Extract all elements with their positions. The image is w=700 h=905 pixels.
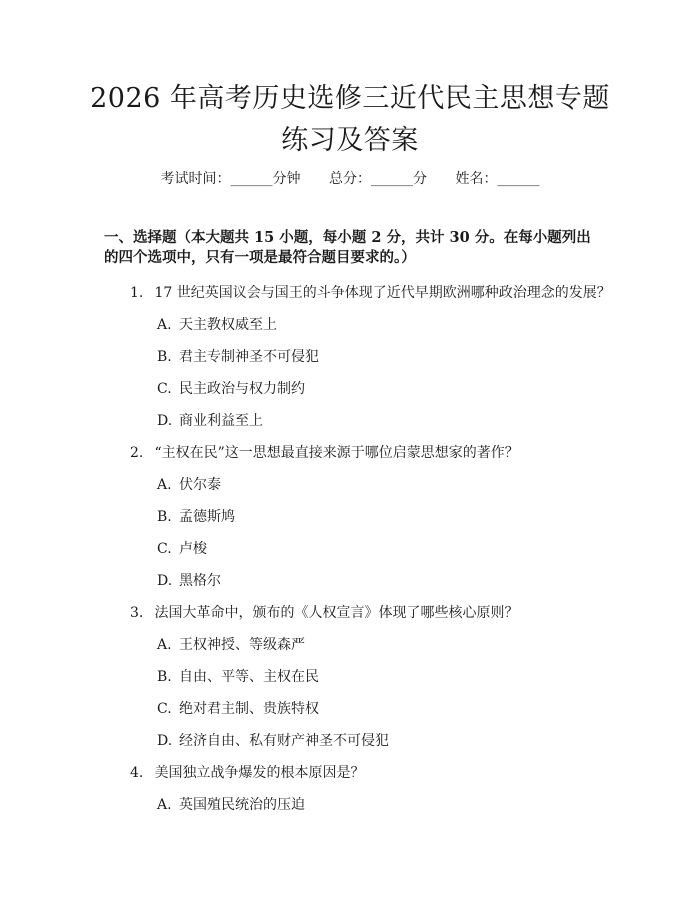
option-letter: A. bbox=[157, 477, 172, 493]
exam-score-unit: 分 bbox=[413, 171, 427, 187]
question-2-option-b bbox=[157, 506, 235, 526]
option-letter: D. bbox=[157, 413, 173, 429]
question-3-option-c bbox=[157, 698, 319, 718]
exam-name-blank: ______ bbox=[497, 171, 540, 187]
option-letter: A. bbox=[157, 317, 172, 333]
question-number: 4. bbox=[130, 765, 144, 781]
option-letter: B. bbox=[157, 509, 172, 525]
question-text: “主权在民”这一思想最直接来源于哪位启蒙思想家的著作？ bbox=[154, 445, 519, 461]
option-letter: A. bbox=[157, 637, 172, 653]
option-letter: D. bbox=[157, 573, 173, 589]
question-1-option-b bbox=[157, 346, 319, 366]
option-letter: D. bbox=[157, 733, 173, 749]
exam-score-label: 总分： bbox=[329, 171, 371, 187]
page-title: 2026 年高考历史选修三近代民主思想专题练习及答案 bbox=[90, 83, 610, 156]
option-text: 经济自由、私有财产神圣不可侵犯 bbox=[179, 733, 389, 749]
question-3-option-b bbox=[157, 666, 319, 686]
option-text: 绝对君主制、贵族特权 bbox=[179, 701, 319, 717]
option-letter: B. bbox=[157, 349, 172, 365]
question-1-option-c bbox=[157, 378, 305, 398]
question-2-option-d bbox=[157, 570, 221, 590]
option-text: 天主教权威至上 bbox=[179, 317, 277, 333]
question-2-option-a bbox=[157, 474, 221, 494]
option-text: 黑格尔 bbox=[179, 573, 221, 589]
exam-name-label: 姓名： bbox=[455, 171, 498, 187]
section-heading: 一、选择题（本大题共 15 小题，每小题 2 分，共计 30 分。在每小题列出的四个选项中，只有一项是最符合题目要求的。） bbox=[104, 229, 591, 266]
option-text: 孟德斯鸠 bbox=[179, 509, 235, 525]
question-text: 17 世纪英国议会与国王的斗争体现了近代早期欧洲哪种政治理念的发展？ bbox=[154, 285, 611, 301]
option-text: 伏尔泰 bbox=[179, 477, 221, 493]
option-text: 王权神授、等级森严 bbox=[179, 637, 305, 653]
option-text: 君主专制神圣不可侵犯 bbox=[179, 349, 319, 365]
question-1-option-d bbox=[157, 410, 263, 430]
question-4-option-a bbox=[157, 794, 305, 814]
question-text: 法国大革命中，颁布的《人权宣言》体现了哪些核心原则？ bbox=[154, 605, 519, 621]
option-letter: C. bbox=[157, 381, 172, 397]
question-number: 2. bbox=[130, 445, 144, 461]
exam-name bbox=[455, 171, 539, 187]
exam-score bbox=[329, 171, 427, 187]
exam-time-unit: 分钟 bbox=[272, 171, 301, 187]
question-3-option-d bbox=[157, 730, 389, 750]
question-1-option-a bbox=[157, 314, 277, 334]
option-text: 卢梭 bbox=[179, 541, 207, 557]
question-number: 3. bbox=[130, 605, 144, 621]
option-text: 商业利益至上 bbox=[179, 413, 263, 429]
option-letter: B. bbox=[157, 669, 172, 685]
exam-time-blank: ______ bbox=[230, 171, 273, 187]
question-2 bbox=[130, 442, 519, 462]
option-letter: A. bbox=[157, 797, 172, 813]
exam-info bbox=[0, 168, 700, 188]
option-text: 英国殖民统治的压迫 bbox=[179, 797, 305, 813]
question-3 bbox=[130, 602, 518, 622]
question-3-option-a bbox=[157, 634, 305, 654]
option-letter: C. bbox=[157, 541, 172, 557]
question-number: 1. bbox=[130, 285, 144, 301]
question-1 bbox=[130, 282, 611, 302]
question-2-option-c bbox=[157, 538, 207, 558]
option-letter: C. bbox=[157, 701, 172, 717]
option-text: 自由、平等、主权在民 bbox=[179, 669, 319, 685]
exam-time bbox=[161, 171, 301, 187]
exam-time-label: 考试时间： bbox=[160, 171, 231, 187]
question-text: 美国独立战争爆发的根本原因是？ bbox=[154, 765, 365, 781]
exam-score-blank: ______ bbox=[371, 171, 413, 187]
question-4 bbox=[130, 762, 364, 782]
option-text: 民主政治与权力制约 bbox=[179, 381, 305, 397]
